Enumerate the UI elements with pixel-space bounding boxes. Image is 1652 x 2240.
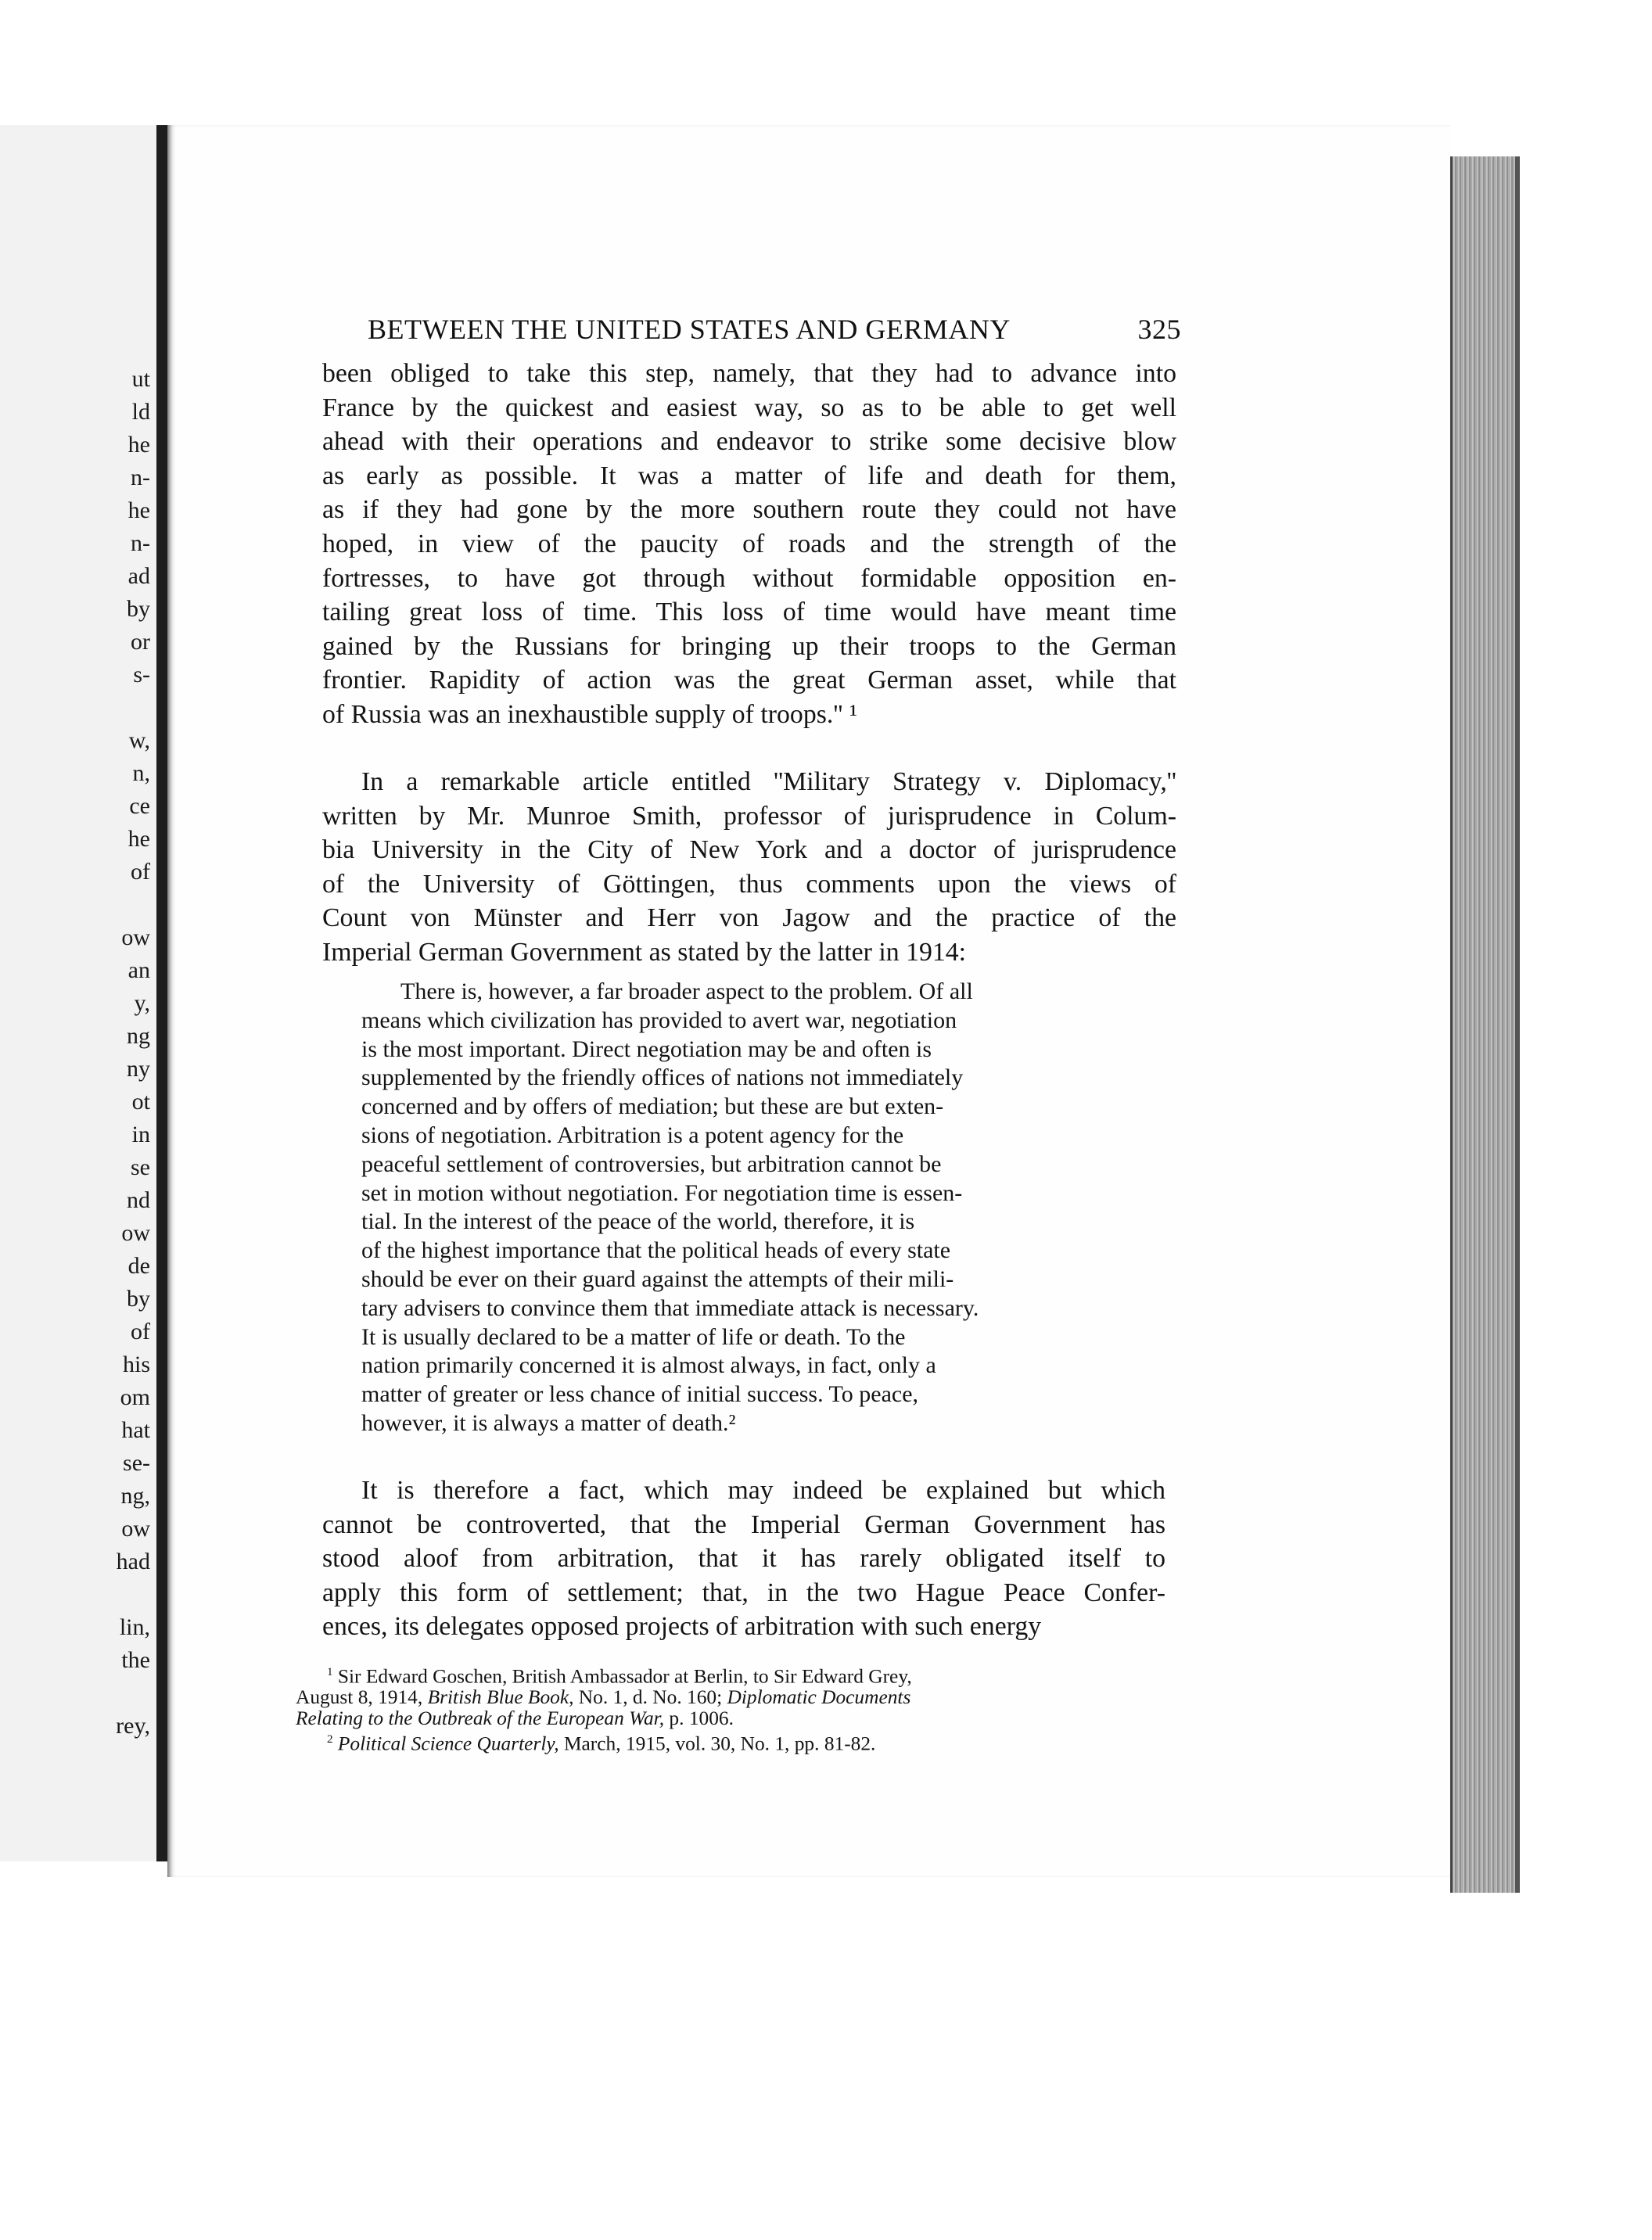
facing-page-fragment: the (121, 1647, 150, 1673)
text-line: ences, its delegates opposed projects of arbitration with such energy (322, 1612, 1042, 1642)
text-line: of Russia was an inexhaustible supply of troops.'' ¹ (322, 699, 858, 729)
facing-page-fragment: in (131, 1122, 150, 1147)
facing-page-fragment: ng, (120, 1483, 150, 1509)
facing-page-fragment: hat (121, 1417, 150, 1443)
text-line: concerned and by offers of mediation; but these are but exten- (361, 1093, 944, 1120)
footnote-1-citation-diplomatic: Diplomatic Documents (727, 1686, 911, 1709)
facing-page-fragment: de (127, 1253, 150, 1279)
facing-page-fragment: se (131, 1154, 150, 1180)
footnote-2 (296, 1729, 1156, 1754)
text-line: of the highest importance that the political heads of every state (361, 1237, 951, 1264)
text-line: sions of negotiation. Arbitration is a potent agency for the (361, 1122, 904, 1148)
running-head-title: BETWEEN THE UNITED STATES AND GERMANY (368, 314, 1011, 345)
facing-page-fragment: ow (121, 924, 150, 950)
text-line: Count von Münster and Herr von Jagow and the practice of the (322, 903, 1176, 933)
facing-page-fragment: n, (132, 760, 150, 786)
text-line: is the most important. Direct negotiation may be and often is (361, 1036, 932, 1062)
footnote-1 (296, 1662, 1156, 1729)
facing-page-fragment: ny (127, 1056, 150, 1082)
page-stack-edge (1450, 156, 1520, 1893)
text-line: fortresses, to have got through without formidable opposition en- (322, 563, 1176, 593)
text-line: In a remarkable article entitled ''Military Strategy v. Diplomacy,'' (361, 767, 1176, 796)
text-line: however, it is always a matter of death.² (361, 1409, 736, 1436)
text-line: means which civilization has provided to avert war, negotiation (361, 1007, 957, 1033)
text-line: supplemented by the friendly offices of nations not immediately (361, 1064, 964, 1091)
facing-page-fragment: ce (129, 793, 150, 819)
footnote-1-line-2a: August 8, 1914, (296, 1686, 428, 1709)
paragraph-conclusion (322, 1474, 1165, 1644)
facing-page-fragment: ut (131, 366, 150, 392)
text-line: gained by the Russians for bringing up their troops to the German (322, 631, 1176, 661)
facing-page-fragment: rey, (116, 1713, 150, 1739)
facing-page-fragment: om (120, 1384, 150, 1410)
text-line: matter of greater or less chance of initial success. To peace, (361, 1381, 919, 1408)
facing-page-fragment: his (122, 1352, 150, 1377)
footnote-1-citation-outbreak: Relating to the Outbreak of the European War, (296, 1707, 665, 1730)
text-line: been obliged to take this step, namely, that they had to advance into (322, 359, 1176, 388)
footnote-1-line-1: Sir Edward Goschen, British Ambassador at Berlin, to Sir Edward Grey, (337, 1665, 912, 1688)
footnote-1-line-2b: No. 1, d. No. 160; (573, 1686, 727, 1709)
text-line: set in motion without negotiation. For negotiation time is essen- (361, 1179, 963, 1206)
facing-page-fragment: n- (131, 530, 150, 556)
text-line: hoped, in view of the paucity of roads and the strength of the (322, 529, 1176, 558)
text-line: written by Mr. Munroe Smith, professor of jurisprudence in Colum- (322, 801, 1176, 831)
facing-page-fragment: of (131, 1319, 150, 1344)
text-line: It is therefore a fact, which may indeed be explained but which (361, 1476, 1165, 1505)
text-line: peaceful settlement of controversies, but arbitration cannot be (361, 1151, 942, 1177)
footnote-2-text: March, 1915, vol. 30, No. 1, pp. 81-82. (558, 1732, 876, 1755)
footnote-1-line-3b: p. 1006. (664, 1707, 734, 1730)
text-line: nation primarily concerned it is almost always, in fact, only a (361, 1352, 936, 1379)
facing-page-fragment: he (127, 826, 150, 852)
facing-page-fragment: s- (133, 662, 150, 687)
facing-page-fragment: w, (128, 727, 150, 753)
facing-page-fragment: by (127, 596, 150, 622)
text-line: bia University in the City of New York and a doctor of jurisprudence (322, 835, 1176, 865)
facing-page-fragment: or (131, 629, 150, 655)
facing-page-fragment: ow (121, 1220, 150, 1246)
text-line: tailing great loss of time. This loss of time would have meant time (322, 598, 1176, 627)
facing-page-fragment: lin, (119, 1614, 150, 1640)
block-quote (361, 978, 1165, 1438)
facing-page-fragment: se- (123, 1450, 150, 1476)
facing-page-edge (0, 125, 167, 1861)
facing-page-fragment: nd (127, 1187, 150, 1213)
text-line: It is usually declared to be a matter of life or death. To the (361, 1323, 906, 1350)
footnote-1-marker: 1 (327, 1666, 333, 1678)
facing-page-fragment: he (127, 432, 150, 458)
facing-page-fragment: of (131, 859, 150, 885)
facing-page-fragment: he (127, 497, 150, 523)
footnotes (296, 1662, 1156, 1755)
facing-page-fragment: ld (131, 399, 150, 425)
text-line: France by the quickest and easiest way, so as to be able to get well (322, 393, 1176, 422)
facing-page-fragment: ot (131, 1089, 150, 1115)
page-number: 325 (1137, 314, 1181, 345)
text-line: should be ever on their guard against the attempts of their mili- (361, 1265, 954, 1292)
text-line: Imperial German Government as stated by the latter in 1914: (322, 937, 967, 967)
facing-page-fragment: ad (127, 563, 150, 589)
text-line: cannot be controverted, that the Imperial German Government has (322, 1509, 1165, 1539)
text-line: frontier. Rapidity of action was the great German asset, while that (322, 666, 1176, 695)
text-line: apply this form of settlement; that, in the two Hague Peace Confer- (322, 1578, 1165, 1607)
text-line: ahead with their operations and endeavor to strike some decisive blow (322, 427, 1176, 457)
text-line: tial. In the interest of the peace of the world, therefore, it is (361, 1208, 915, 1235)
facing-page-fragment: ow (121, 1516, 150, 1542)
facing-page-fragment: y, (134, 990, 150, 1016)
paragraph-introduction (322, 765, 1176, 970)
text-line: stood aloof from arbitration, that it has rarely obligated itself to (322, 1544, 1165, 1574)
footnote-2-marker: 2 (327, 1733, 333, 1746)
paragraph-continued (322, 357, 1176, 732)
facing-page-fragment: an (127, 957, 150, 983)
text-line: There is, however, a far broader aspect to the problem. Of all (400, 978, 973, 1004)
text-line: as early as possible. It was a matter of life and death for them, (322, 461, 1176, 490)
footnote-2-citation: Political Science Quarterly, (337, 1732, 559, 1755)
text-line: tary advisers to convince them that immediate attack is necessary. (361, 1294, 979, 1321)
facing-page-fragment: n- (131, 465, 150, 490)
footnote-1-citation-blue-book: British Blue Book, (427, 1686, 574, 1709)
text-line: as if they had gone by the more southern route they could not have (322, 495, 1176, 525)
text-line: of the University of Göttingen, thus comments upon the views of (322, 869, 1176, 899)
facing-page-fragment: by (127, 1286, 150, 1312)
facing-page-fragment: ng (127, 1023, 150, 1049)
facing-page-fragment: had (116, 1549, 150, 1574)
